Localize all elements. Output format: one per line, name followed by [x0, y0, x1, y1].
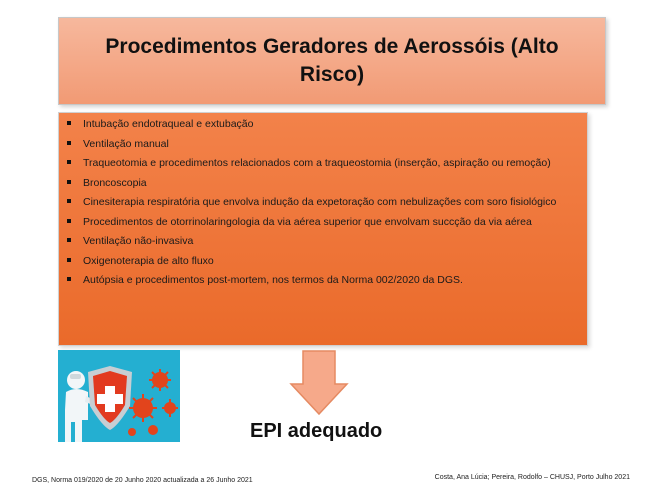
- conclusion-text: EPI adequado: [250, 420, 383, 442]
- list-item: Procedimentos de otorrinolaringologia da via aérea superior que envolvam succção da via aérea: [67, 216, 577, 229]
- list-item: Autópsia e procedimentos post-mortem, nos termos da Norma 002/2020 da DGS.: [67, 274, 577, 287]
- procedures-box: [58, 112, 588, 346]
- list-item: Oxigenoterapia de alto fluxo: [67, 255, 577, 268]
- list-item: Intubação endotraqueal e extubação: [67, 118, 577, 131]
- list-item: Broncoscopia: [67, 177, 577, 190]
- page-title: Procedimentos Geradores de Aerossóis (Alto Risco): [105, 35, 559, 86]
- down-arrow-icon: [289, 350, 349, 416]
- list-item: Cinesiterapia respiratória que envolva indução da expetoração com nebulizações com soro fisiológico: [67, 196, 577, 209]
- protected-worker-virus-illustration: [58, 350, 180, 442]
- footer-authors: Costa, Ana Lúcia; Pereira, Rodolfo – CHUSJ, Porto Julho 2021: [434, 474, 630, 481]
- list-item: Ventilação não-invasiva: [67, 235, 577, 248]
- footer-reference: DGS, Norma 019/2020 de 20 Junho 2020 actualizada a 26 Junho 2021: [32, 477, 253, 484]
- list-item: Traqueotomia e procedimentos relacionados com a traqueostomia (inserção, aspiração ou remoção): [67, 157, 577, 170]
- procedures-list: [59, 113, 587, 287]
- list-item: Ventilação manual: [67, 138, 577, 151]
- title-box: [58, 17, 606, 105]
